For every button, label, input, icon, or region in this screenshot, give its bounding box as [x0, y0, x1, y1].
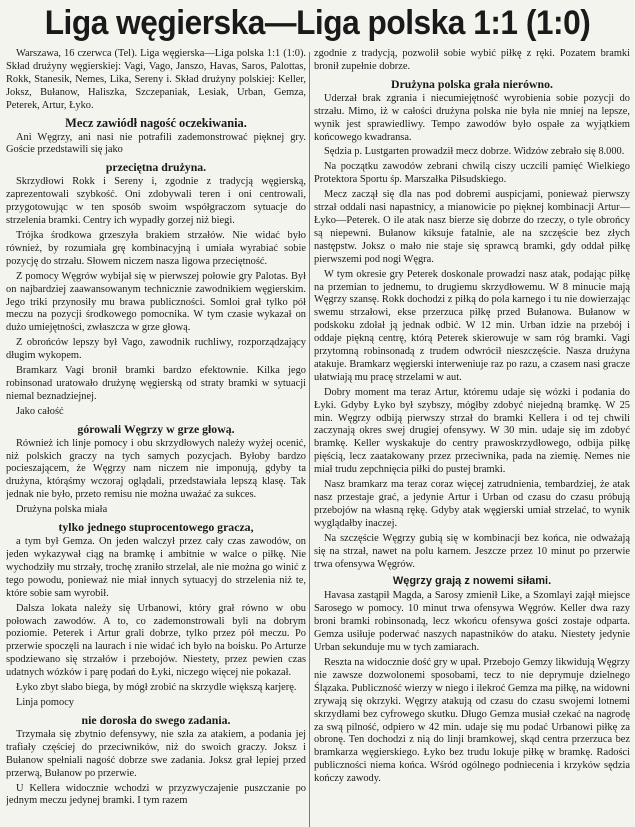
column-divider [309, 52, 310, 827]
paragraph: Nasz bramkarz ma teraz coraz więcej zatrudnienia, tembardziej, że atak nasz przestaje grać, a jedynie Artur i Urban od czasu do czasu próbują przebojów na własną rękę. Gdyby atak węgierski umiał strzelać, to wynik wyglądałby inaczej. [314, 479, 630, 529]
paragraph: Mecz zaczął się dla nas pod dobremi auspicjami, ponieważ pierwszy strzał oddali nasi napastnicy, a mianowicie po pięknej kombinacji Artur—Łyko—Peterek. O ile atak nasz bierze się dobrze do rzeczy, o tyle obrońcy są niepewni. Bułanow kiksuje fatalnie, ale na szczęście bez złych następstw. Joksz o mało nie staje się sprawcą bramki, gdy oddał piłkę pierwszemi pod nogi Węgra. [314, 189, 630, 265]
subheading-tylko-jednego: tylko jednego stuprocentowego gracza, [58, 520, 254, 535]
paragraph: Dobry moment ma teraz Artur, któremu udaje się wózki i podania do Łyki. Gdyby Łyko był szybszy, mógłby zdobyć niejedną bramkę. W 25 min. Węgrzy odbiją pierwszy strzał do bramki Kellera i od tej chwili zaczynają okres swej drugiej ofensywy. W 30 min. udaje się im zdobyć bramkę. Keller wyskakuje do centry prawoskrzydłowego, odbija piłkę pięścią, lecz zaatakowany przez przeciwnika, pada na ziemię. Nemes nie miał trudu zepchnięcia piłki do pustej bramki. [314, 386, 630, 476]
paragraph: Z pomocy Węgrów wybijał się w pierwszej połowie gry Palotas. Był on najbardziej zaawansowanym technicznie zawodnikiem węgierskim. Jego triki przynosiły mu brawa publiczności. Somloi grał tylko pół meczu na pozycji środkowego pomocnika. W tym czasie wykazał on dużo umiejętności, zwłaszcza w grze głową. [6, 270, 306, 334]
paragraph: Na początku zawodów zebrani chwilą ciszy uczcili pamięć Wielkiego Protektora Sportu śp. Marszałka Piłsudskiego. [314, 161, 630, 186]
paragraph: Havasa zastąpił Magda, a Sarosy zmienił Like, a Szomlayi zajął miejsce Sarosego w pomocy. 10 minut trwa ofensywa Węgrów. Keller dwa razy broni bramki robinsonadą, lecz wkońcu ofensywa gości zostaje odparta. Gemza usiłuje poderwać naszych napastników do ataku. Niestety jedynie Urban sekunduje mu w tych zamiarach. [314, 590, 630, 654]
paragraph: Również ich linje pomocy i obu skrzydłowych należy wyżej ocenić, niż polskich graczy na tych samych pozycjach. Byłoby bardzo pocieszającem, że Węgrzy nam niczem nie imponują, gdyby ta drużyna, którąśmy wczoraj oglądali, przedstawiała lepszą klasę. Tak jednak nie było, przeto remisu nie można uważać za sukces. [6, 437, 306, 501]
paragraph: U Kellera widocznie wchodzi w przyzwyczajenie puszczanie po jednym meczu jedynej bramki. I tym razem [6, 782, 306, 807]
paragraph: Drużyna polska miała [16, 504, 108, 516]
paragraph-intro: Warszawa, 16 czerwca (Tel). Liga węgierska—Liga polska 1:1 (1:0). Skład drużyny węgierskiej: Vagi, Vago, Janszo, Havas, Saros, Palottas, Rokk, Stanesik, Nemes, Lika, Sereny i. Skład drużyny polskiej: Keller, Joksz, Bułanow, Haliszka, Szczepaniak, Lesiak, Urban, Gemza, Peterek, Artur, Łyko. [6, 48, 306, 111]
paragraph: Jako całość [16, 405, 64, 417]
paragraph: Bramkarz Vagi bronił bramki bardzo efektownie. Kilka jego robinsonad uratowało drużynę węgierską od straty bramki w sytuacji niemal beznadziejnej. [6, 365, 306, 402]
subheading-mecz-zawiodl: Mecz zawiódł nagość oczekiwania. [65, 115, 247, 130]
subheading-przecietna-druzyna: przeciętna drużyna. [105, 160, 207, 175]
paragraph: Z obrońców lepszy był Vago, zawodnik ruchliwy, rozporządzający długim wykopem. [6, 337, 306, 362]
paragraph-continuation: zgodnie z tradycją, pozwolił sobie wybić piłkę z ręki. Pozatem bramki bronił zupełnie dobrze. [314, 48, 630, 72]
paragraph: Dalsza lokata należy się Urbanowi, który grał równo w obu połowach zawodów. A to, co zademonstrowali byli na dobrym poziomie. Peterek i Artur grali dobrze, tylko przez pół meczu. Po przerwie spoczęli na laurach i nie widać ich było na boisku. Po Arturze spodziewano się strzałów i przebojów. Niestety, przez pewien czas udatnych wózków i parę podań do Łyki, niczego więcej nie pokazał. [6, 602, 306, 679]
subheading-druzyna-polska: Drużyna polska grała nierówno. [391, 76, 553, 91]
article-headline: Liga węgierska—Liga polska 1:1 (1:0) [44, 4, 591, 42]
paragraph: Trzymała się zbytnio defensywy, nie szła za atakiem, a podania jej trafiały częściej do przeciwników, niż do swoich graczy. Joksz i Bułanow spełniali nagość dobrze swe zadania. Joksz grał lepiej przed przerwą, Bułanow po przerwie. [6, 728, 306, 779]
paragraph: Na szczęście Węgrzy gubią się w kombinacji bez końca, nie odważają się na strzał, nawet na polu karnem. Jeszcze przez 10 minut po przerwie trwa ofensywa Węgrów. [314, 532, 630, 570]
paragraph: W tym okresie gry Peterek doskonale prowadzi nasz atak, podając piłkę na przemian to jednemu, to drugiemu skrzydłowemu. W 8 minucie mają Węgrzy szansę. Rokk dochodzi z piłką do pola karnego i tu nie dowierzając swemu strzałowi, ekse przerzuca piłkę przed Bułanowa. Bułanow w podskoku zdołał ją jednak odbić. W 12 min. Urban idzie na przebój i oddaje piękną centrę, którą Peterek skierowuje w sam róg bramki. Vagi przytomną robinsonadą z trudem odwrócił nieszczęście. Nasza drużyna atakuje. Bramkarz węgierski interweniuje raz po razu, a czasem nasi gracze ułatwiają mu pracę strzelami w aut. [314, 268, 630, 383]
subheading-wegrzy-graja: Węgrzy grają z nowemi siłami. [392, 575, 552, 588]
subheading-gorowali-wegrzy: górowali Węgrzy w grze głową. [77, 421, 235, 436]
paragraph: a tym był Gemza. On jeden walczył przez cały czas zawodów, on jeden wykazywał ciąg na bramkę i ambitnie w walce o piłkę. Nie wychodziły mu strzały, trochę zraniło strzelał, ale nie można go winić z tego powodu, ponieważ nie miał innych sytuacyj do strzelenia niż te, które sobie sam wyrobił. [6, 536, 306, 599]
paragraph: Trójka środkowa grzeszyła brakiem strzałów. Nie widać było również, by rozumiała grę kombinacyjną i umiała wyrabiać sobie pozycję do strzału. Słowem niczem nasza ligowa przeciętność. [6, 229, 306, 267]
paragraph: Linja pomocy [16, 696, 75, 708]
article-column-left [6, 48, 306, 827]
paragraph: Łyko zbyt słabo biega, by mógł zrobić na skrzydle większą karjerę. [16, 682, 297, 694]
paragraph: Reszta na widocznie dość gry w upał. Przebojo Gemzy likwidują Węgrzy nie zawsze dozwolonemi sposobami, tecz to nie deprymuje dzielnego Ślązaka. Publiczność wierzy w niego i ilekroć Gemza ma piłkę, na widowni zrywają się okrzyki. Węgrzy atakują od czasu do czasu swojemi lotnemi skrzydłami bez cyfrowego skutku. Długo Gemza musiał czekać na nagrodę za swą pilność, odpiero w 42 min. udaje się mu podać Urbanowi piłkę za obronę. Ten dochodzi z nią do linji bramkowej, skąd centra przerzuca bez bramkarza węgierskiego. Łyko bez trudu lokuje piłkę w bramkę. Radości publiczności niema końca. Wśród ogólnego podniecenia i krzyków sędzia kończy zawody. [314, 656, 630, 785]
paragraph: Skrzydłowi Rokk i Sereny i, zgodnie z tradycją węgierską, zaprezentowali szybkość. Oni zdobywali teren i oni centrowali, przygotowując w ten sposób swoim współgraczom sytuacje do strzelenia bramki. Centry ich wypadły gorzej niż biegi. [6, 176, 306, 227]
paragraph: Ani Węgrzy, ani nasi nie potrafili zademonstrować pięknej gry. Goście przedstawili się jako [6, 131, 306, 156]
paragraph: Uderzał brak zgrania i niecumiejętność wyrobienia sobie pozycji do strzału. Mimo, iż w całości drużyna polska nie była nie mniej na lepsze, wynik jest sprawiedliwy. Tempo zawodów było ospałe za wyjątkiem końcowego kwadransa. [314, 92, 630, 143]
subheading-nie-dorosla: nie dorosła do swego zadania. [81, 712, 231, 727]
article-column-right [314, 48, 630, 827]
paragraph: Sędzia p. Lustgarten prowadził mecz dobrze. Widzów zebrało się 8.000. [324, 146, 625, 158]
